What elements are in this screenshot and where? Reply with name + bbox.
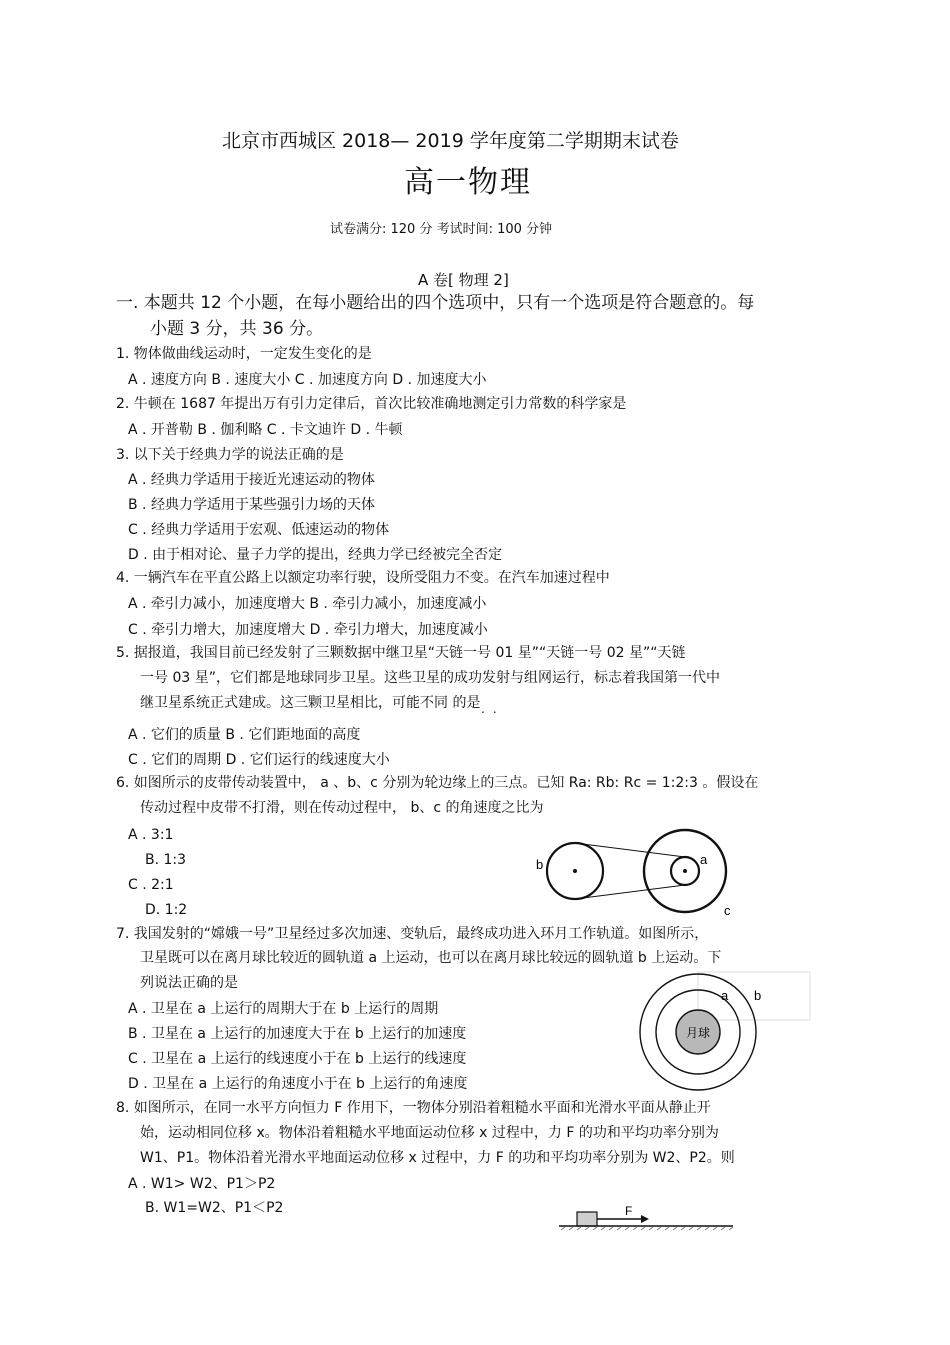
q7-line3: 列说法正确的是 <box>140 975 238 991</box>
q6-option-a: A . 3:1 <box>128 827 174 843</box>
q6-option-d: D. 1:2 <box>145 902 188 918</box>
section-intro-line2: 小题 3 分，共 36 分。 <box>150 319 324 339</box>
q5-options-ab: A . 它们的质量 B . 它们距地面的高度 <box>128 727 361 743</box>
q5-options-cd: C . 它们的周期 D . 它们运行的线速度大小 <box>128 752 390 768</box>
ground-hatch <box>561 1227 733 1230</box>
q7-line1: 7. 我国发射的“嫦娥一号”卫星经过多次加速、变轨后，最终成功进入环月工作轨道。如图所示， <box>116 926 709 942</box>
orbit-b-label: b <box>754 988 762 1003</box>
q7-option-c: C . 卫星在 a 上运行的线速度小于在 b 上运行的线速度 <box>128 1051 467 1067</box>
q4-options-ab: A . 牵引力减小，加速度增大 B . 牵引力减小，加速度减小 <box>128 596 487 612</box>
q7-option-b: B . 卫星在 a 上运行的加速度大于在 b 上运行的加速度 <box>128 1026 467 1042</box>
section-intro-line1: 一. 本题共 12 个小题，在每小题给出的四个选项中，只有一个选项是符合题意的。每 <box>116 293 755 313</box>
q4-stem: 4. 一辆汽车在平直公路上以额定功率行驶，设所受阻力不变。在汽车加速过程中 <box>116 570 610 586</box>
belt-top <box>575 843 685 857</box>
moon-label: 月球 <box>686 1026 711 1040</box>
q3-option-d: D . 由于相对论、量子力学的提出，经典力学已经被完全否定 <box>128 547 503 563</box>
q8-option-a: A . W1> W2、P1＞P2 <box>128 1176 276 1192</box>
label-c: c <box>724 903 731 918</box>
q8-option-b: B. W1=W2、P1＜P2 <box>145 1200 284 1216</box>
q3-option-b: B . 经典力学适用于某些强引力场的天体 <box>128 497 375 513</box>
q6-option-c: C . 2:1 <box>128 877 174 893</box>
subject-title: 高一物理 <box>404 165 532 200</box>
label-a: a <box>700 852 708 867</box>
force-label: F <box>625 1204 633 1218</box>
q5-line2: 一号 03 星”，它们都是地球同步卫星。这些卫星的成功发射与组网运行，标志着我国第一代中 <box>140 670 720 686</box>
q3-option-c: C . 经典力学适用于宏观、低速运动的物体 <box>128 522 390 538</box>
q6-line1: 6. 如图所示的皮带传动装置中， a 、b、c 分别为轮边缘上的三点。已知 Ra: Rb: Rc = 1:2:3 。假设在 <box>116 775 759 791</box>
q8-line3: W1、P1。物体沿着光滑水平地面运动位移 x 过程中，力 F 的功和平均功率分别为 W2、P2。则 <box>140 1150 735 1166</box>
q2-options: A . 开普勒 B . 伽利略 C . 卡文迪许 D . 牛顿 <box>128 422 403 438</box>
q6-option-b: B. 1:3 <box>145 852 187 868</box>
section-name: A 卷[ 物理 2] <box>418 271 509 289</box>
q1-stem: 1. 物体做曲线运动时，一定发生变化的是 <box>116 346 372 362</box>
q7-option-a: A . 卫星在 a 上运行的周期大于在 b 上运行的周期 <box>128 1001 439 1017</box>
q8-line2: 始，运动相同位移 x。物体沿着粗糙水平地面运动位移 x 过程中，力 F 的功和平均功率分别为 <box>140 1125 719 1141</box>
emphasis-dots: .. <box>481 702 505 716</box>
lunar-orbit-diagram <box>632 970 817 1095</box>
q6-line2: 传动过程中皮带不打滑，则在传动过程中， b、c 的角速度之比为 <box>140 800 544 816</box>
exam-title: 北京市西城区 2018— 2019 学年度第二学期期末试卷 <box>222 130 679 152</box>
q7-line2: 卫星既可以在离月球比较近的圆轨道 a 上运动，也可以在离月球比较远的圆轨道 b 上运动。下 <box>140 950 722 966</box>
q8-line1: 8. 如图所示，在同一水平方向恒力 F 作用下，一物体分别沿着粗糙水平面和光滑水平面从静止开 <box>116 1100 711 1116</box>
exam-meta: 试卷满分: 120 分 考试时间: 100 分钟 <box>330 222 553 237</box>
q1-options: A . 速度方向 B . 速度大小 C . 加速度方向 D . 加速度大小 <box>128 372 487 388</box>
q3-option-a: A . 经典力学适用于接近光速运动的物体 <box>128 472 375 488</box>
q2-stem: 2. 牛顿在 1687 年提出万有引力定律后，首次比较准确地测定引力常数的科学家是 <box>116 396 627 412</box>
belt-bottom <box>575 885 685 899</box>
belt-pulley-diagram <box>530 815 740 925</box>
q5-line3: 继卫星系统正式建成。这三颗卫星相比，可能不同 的是 <box>140 695 481 711</box>
orbit-a-label: a <box>721 988 729 1003</box>
q3-stem: 3. 以下关于经典力学的说法正确的是 <box>116 447 344 463</box>
force-block-diagram <box>555 1200 740 1240</box>
q5-line1: 5. 据报道，我国目前已经发射了三颗数据中继卫星“天链一号 01 星”“天链一号 02 星”“天链 <box>116 645 686 661</box>
q4-options-cd: C . 牵引力增大，加速度增大 D . 牵引力增大，加速度减小 <box>128 622 488 638</box>
label-b: b <box>536 857 544 872</box>
block <box>577 1212 597 1226</box>
q7-option-d: D . 卫星在 a 上运行的角速度小于在 b 上运行的角速度 <box>128 1076 468 1092</box>
